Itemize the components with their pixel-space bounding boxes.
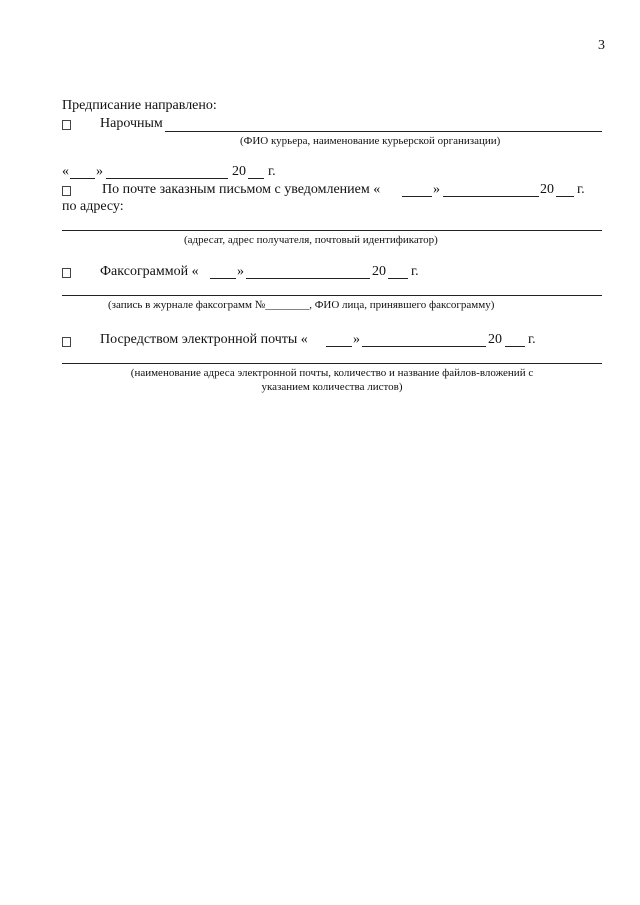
email-date-close-quote: » [353,332,360,347]
fax-year-line[interactable] [388,278,408,279]
courier-year-suffix: г. [268,164,276,179]
page-number: 3 [598,38,605,53]
email-caption-line1: (наименование адреса электронной почты, количество и название файлов-вложений с [130,367,534,379]
fax-year-suffix: г. [411,264,419,279]
mail-year-line[interactable] [556,196,574,197]
courier-year-line[interactable] [248,178,264,179]
fax-label: Факсограммой « [100,264,199,279]
mail-day-line[interactable] [402,196,432,197]
mail-address-line[interactable] [62,230,602,231]
mail-month-line[interactable] [443,196,539,197]
courier-day-line[interactable] [70,178,95,179]
mail-caption: (адресат, адрес получателя, почтовый идентификатор) [184,234,438,246]
courier-caption: (ФИО курьера, наименование курьерской организации) [240,135,501,147]
email-details-line[interactable] [62,363,602,364]
courier-name-line[interactable] [165,131,602,132]
email-label: Посредством электронной почты « [100,332,308,347]
courier-label: Нарочным [100,116,163,131]
email-year-line[interactable] [505,346,525,347]
fax-date-close-quote: » [237,264,244,279]
mail-year-prefix: 20 [540,182,554,197]
mail-label: По почте заказным письмом с уведомлением « [102,182,381,197]
fax-year-prefix: 20 [372,264,386,279]
courier-date-close-quote: » [96,164,103,179]
email-day-line[interactable] [326,346,352,347]
courier-checkbox[interactable] [62,120,71,130]
email-year-prefix: 20 [488,332,502,347]
mail-year-suffix: г. [577,182,585,197]
courier-date-open-quote: « [62,164,69,179]
fax-record-line[interactable] [62,295,602,296]
courier-month-line[interactable] [106,178,228,179]
mail-address-label: по адресу: [62,199,124,214]
fax-day-line[interactable] [210,278,236,279]
email-month-line[interactable] [362,346,486,347]
fax-month-line[interactable] [246,278,370,279]
form-heading: Предписание направлено: [62,98,217,113]
fax-caption: (запись в журнале факсограмм №________, ФИО лица, принявшего факсограмму) [108,299,495,311]
mail-checkbox[interactable] [62,186,71,196]
email-year-suffix: г. [528,332,536,347]
courier-year-prefix: 20 [232,164,246,179]
mail-date-close-quote: » [433,182,440,197]
email-caption-line2: указанием количества листов) [261,381,403,393]
fax-checkbox[interactable] [62,268,71,278]
email-checkbox[interactable] [62,337,71,347]
